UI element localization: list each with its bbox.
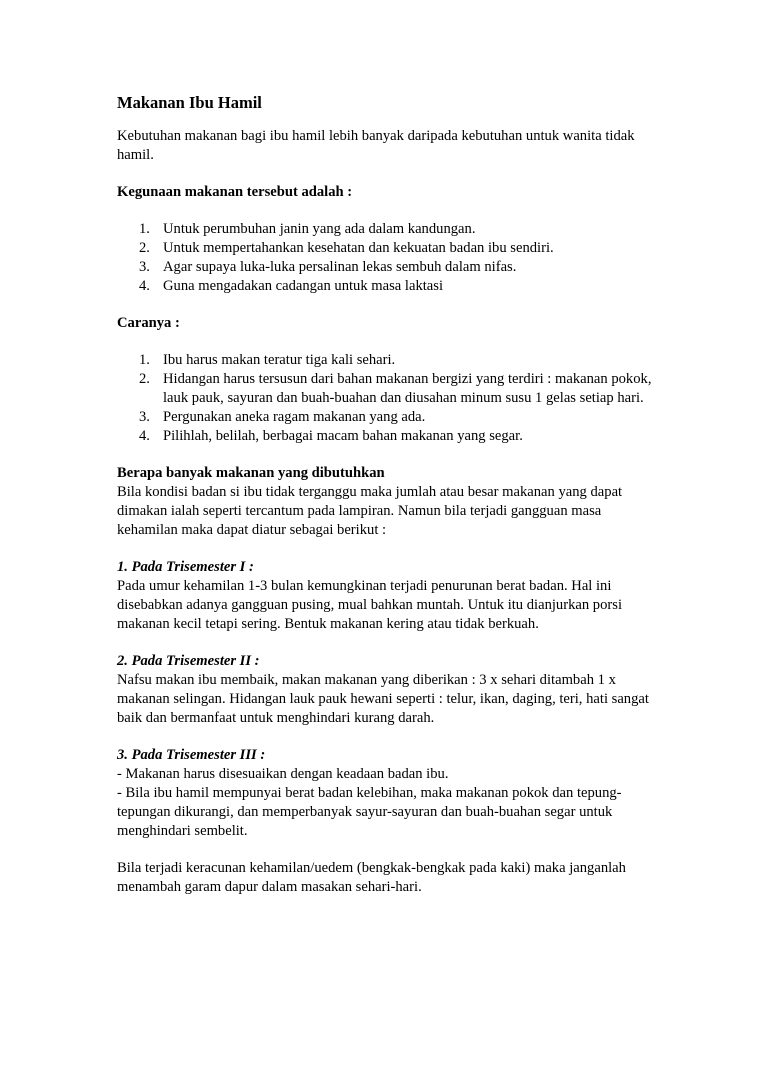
list-text: Hidangan harus tersusun dari bahan makanan bergizi yang terdiri : makanan pokok, lauk pauk, sayuran dan buah-buahan dan diusahan minum susu 1 gelas setiap hari. [163,371,652,406]
list-number: 4. [139,428,150,444]
list-text: Guna mengadakan cadangan untuk masa laktasi [163,278,444,294]
berapa-paragraph: Bila kondisi badan si ibu tidak terganggu maka jumlah atau besar makanan yang dapat dimakan ialah seperti tercantum pada lampiran. Namun bila terjadi gangguan masa kehamilan maka dapat diatur sebagai berikut : [117,484,623,538]
list-item [117,239,657,258]
intro-paragraph: Kebutuhan makanan bagi ibu hamil lebih banyak daripada kebutuhan untuk wanita tidak hamil. [117,128,635,163]
trisemester3-heading: 3. Pada Trisemester III : [117,747,266,763]
list-number: 1. [139,352,150,368]
trisemester2-heading: 2. Pada Trisemester II : [117,653,260,669]
kegunaan-list [117,220,657,296]
trisemester3-line2: - Bila ibu hamil mempunyai berat badan kelebihan, maka makanan pokok dan tepung-tepungan dikurangi, dan memperbanyak sayur-sayuran dan buah-buahan segar untuk menghindari sembelit. [117,785,622,839]
list-text: Agar supaya luka-luka persalinan lekas sembuh dalam nifas. [163,259,517,275]
list-number: 3. [139,409,150,425]
list-item [117,351,657,370]
list-text: Pergunakan aneka ragam makanan yang ada. [163,409,426,425]
berapa-heading: Berapa banyak makanan yang dibutuhkan [117,465,385,481]
kegunaan-heading: Kegunaan makanan tersebut adalah : [117,184,353,200]
list-text: Untuk perumbuhan janin yang ada dalam kandungan. [163,221,476,237]
list-number: 4. [139,278,150,294]
closing-paragraph: Bila terjadi keracunan kehamilan/uedem (bengkak-bengkak pada kaki) maka janganlah menambah garam dapur dalam masakan sehari-hari. [117,860,626,895]
list-text: Ibu harus makan teratur tiga kali sehari. [163,352,396,368]
list-text: Untuk mempertahankan kesehatan dan kekuatan badan ibu sendiri. [163,240,554,256]
list-item [117,408,657,427]
list-item [117,277,657,296]
list-text: Pilihlah, belilah, berbagai macam bahan makanan yang segar. [163,428,523,444]
document-title: Makanan Ibu Hamil [117,93,262,112]
trisemester1-heading: 1. Pada Trisemester I : [117,559,254,575]
list-item [117,258,657,277]
list-item [117,370,657,408]
list-number: 2. [139,240,150,256]
list-number: 2. [139,371,150,387]
document-page [117,93,657,897]
trisemester3-line1: - Makanan harus disesuaikan dengan keadaan badan ibu. [117,766,449,782]
trisemester1-paragraph: Pada umur kehamilan 1-3 bulan kemungkinan terjadi penurunan berat badan. Hal ini disebabkan adanya gangguan pusing, mual bahkan muntah. Untuk itu dianjurkan porsi makanan kecil tetapi sering. Bentuk makanan kering atau tidak berkuah. [117,578,622,632]
caranya-list [117,351,657,446]
caranya-heading: Caranya : [117,315,180,331]
list-number: 1. [139,221,150,237]
list-item [117,427,657,446]
list-number: 3. [139,259,150,275]
list-item [117,220,657,239]
trisemester2-paragraph: Nafsu makan ibu membaik, makan makanan yang diberikan : 3 x sehari ditambah 1 x makanan selingan. Hidangan lauk pauk hewani seperti : telur, ikan, daging, teri, hati sangat baik dan bermanfaat untuk menghindari kurang darah. [117,672,649,726]
